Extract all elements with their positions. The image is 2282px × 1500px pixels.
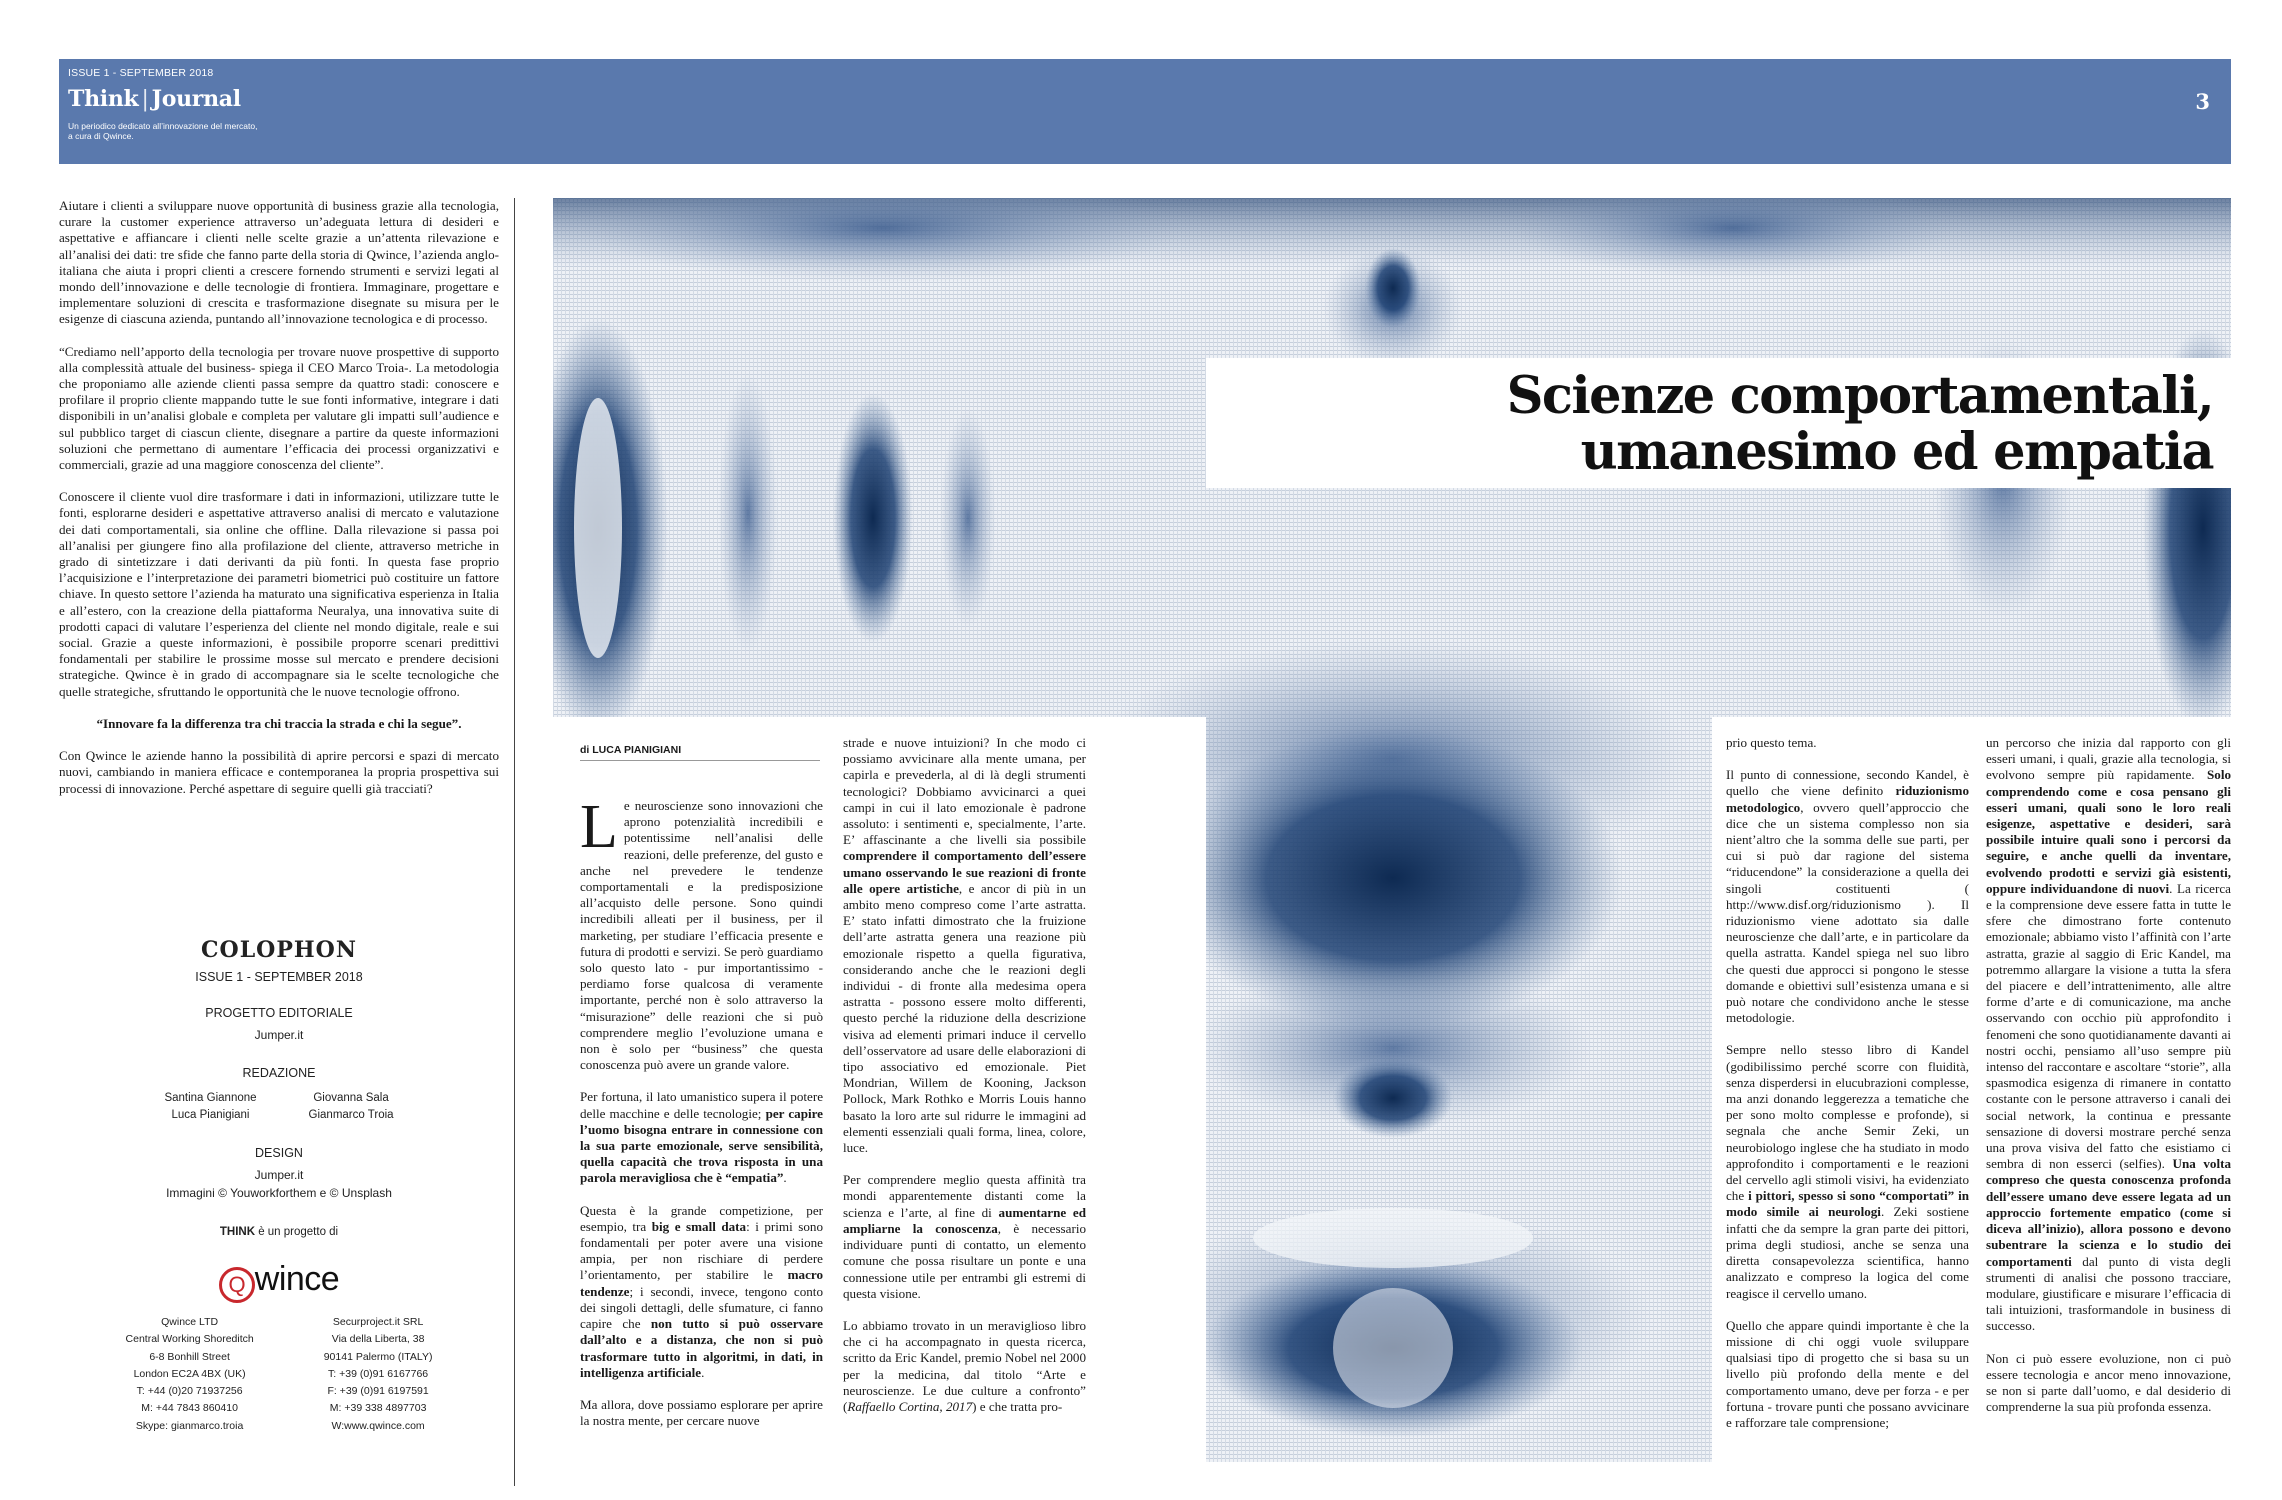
paragraph-text: , è necessario individuare punti di contatto, un elemento comune che possa risultare un ponte e una connessione utile per entrambi gli estremi di questa visione.	[843, 1220, 1086, 1301]
paragraph-text: Il punto di connessione, secondo Kandel, è quello che viene definito	[1726, 767, 1969, 799]
emphasis-text: aumentarne ed ampliarne la conoscenza	[843, 1204, 1086, 1236]
article-paragraph: Ma allora, dove possiamo esplorare per aprire la nostra mente, per cercare nuove	[580, 1396, 823, 1429]
article-paragraph	[843, 1172, 1086, 1302]
paragraph-text: . Zeki sostiene infatti che da sempre la gran parte dei pittori, prima degli studiosi, anche se senza una diretta consapevolezza scientifica, hanno analizzato e compreso la logica del come reagisce il cervello umano.	[1726, 1204, 1969, 1301]
address-line: T: +39 (0)91 6167766	[328, 1367, 429, 1380]
byline: di LUCA PIANIGIANI	[580, 744, 682, 756]
editor-name: Santina Giannone	[164, 1092, 257, 1104]
redazione-label: REDAZIONE	[242, 1066, 316, 1080]
address-line: London EC2A 4BX (UK)	[133, 1367, 246, 1380]
issue-label: ISSUE 1 - SEPTEMBER 2018	[68, 67, 214, 79]
emphasis-text: i pittori, spesso si sono “comportati” in modo simile ai neurologi	[1726, 1188, 1969, 1220]
intro-paragraph-3: Conoscere il cliente vuol dire trasformare i dati in informazioni, utilizzare tutte le fonti, esplorarne desideri e aspettative attraverso analisi di mercato e valutazione dei dati comportamentali, sia online che offline. Dalla rilevazione si passa poi all’analisi per giungere fino alla profilazione del cliente, attraverso metriche in grado di sintetizzare i dati derivanti da più fonti. In questa fase proprio l’acquisizione e l’interpretazione dei parametri biometrici può costituire un fattore chiave. In questo settore l’azienda ha maturato una significativa esperienza in Italia e all’estero, con la creazione della piattaforma Neuralya, una innovativa suite di prodotti capaci di valutare l’esperienza del cliente nel mondo digitale, reale e sui social. Grazie a queste informazioni, è possibile proporre scenari predittivi fondamentali per stabilire le prossime mosse sul mercato e prendere decisioni strategiche. Qwince è in grado di accompagnare sia le scelte tecnologiche che quelle strategiche, sfruttando le opportunità che le nuove tecnologie offrono.	[59, 489, 499, 699]
journal-brand	[68, 86, 241, 112]
brand-separator: |	[141, 87, 149, 112]
byline-rule	[580, 760, 820, 761]
column-divider	[514, 198, 515, 1486]
brand-journal: Journal	[151, 86, 241, 112]
paragraph-text: . La ricerca e la comprensione deve essere fatta in tutte le sfere che dimostrano forte contenuto emozionale; abbiamo visto l’affinità con l’arte astratta, grazie al saggio di Eric Kandel, ma potremmo allargare la visione a tutta la sfera del piacere e dell’intrattenimento, alle altre forme d’arte e di comunicazione, ma anche osservando con occhio più approfondito i fenomeni che sono quotidianamente davanti ai nostri occhi, pensiamo all’uso sempre più intenso del raccontare e ascoltare “storie”, alla spasmodica esigenza di rimanere in contatto costante con le persone attraverso i canali dei social network, la continua e pressante sensazione di doversi mostrare perché senza una prova visiva del fatto che esistiamo ci sembra di non esserci (selfies).	[1986, 880, 2231, 1172]
address-line: Skype: gianmarco.troia	[135, 1419, 244, 1432]
article-paragraph	[843, 735, 1086, 1156]
intro-paragraph-2: “Crediamo nell’apporto della tecnologia per trovare nuove prospettive di supporto alla complessità attuale del business- spiega il CEO Marco Troia-. La metodologia che proponiamo alle aziende clienti passa sempre da quattro stadi: conoscere e profilare il proprio cliente mappando tutte le sue fonti informative, integrare i dati disponibili in un’analisi globale e completa per valutare gli impatti sull’audience e sul pubblico target di ciascun cliente, disegnare a partire da queste informazioni soluzioni che permettano di aumentare l’efficacia dei processi organizzativi e commerciali, grazie ad una maggiore conoscenza del cliente”.	[59, 343, 499, 473]
address-line: T: +44 (0)20 71937256	[136, 1385, 243, 1398]
page-number: 3	[2195, 89, 2210, 114]
address-line: Qwince LTD	[161, 1316, 219, 1328]
paragraph-text: Sempre nello stesso libro di Kandel (godibilissimo perché scorre con fluidità, senza disperdersi in elucubrazioni complesse, ma anzi donando leggerezza a tematiche che per sono molto complesse e profonde), si segnala che anche Semir Zeki, un neurobiologo inglese che ha studiato in modo approfondito i comportamenti e le reazioni del cervello agli stimoli visivi, ha evidenziato che	[1726, 1042, 1969, 1204]
address-line: Securproject.it SRL	[332, 1316, 424, 1328]
drop-cap: L	[580, 793, 618, 861]
design-value: Jumper.it	[254, 1168, 304, 1182]
article-column-2	[843, 735, 1086, 1415]
editor-name: Gianmarco Troia	[308, 1109, 394, 1121]
artwork-bottom-margin	[1206, 1462, 1712, 1500]
redazione-names	[59, 1090, 499, 1124]
address-uk	[126, 1314, 254, 1435]
editor-name: Giovanna Sala	[313, 1092, 389, 1104]
intro-paragraph-4: Con Qwince le aziende hanno la possibilità di aprire percorsi e spazi di mercato nuovi, cambiando in maniera efficace e contemporanea la propria prospettiva sui processi di innovazione. Perché aspettare di seguire quelli già tracciati?	[59, 748, 499, 796]
article-paragraph	[1726, 1042, 1969, 1301]
article-title-line-1: Scienze comportamentali,	[1506, 366, 2213, 426]
paragraph-text: Per fortuna, il lato umanistico supera il potere delle macchine e delle tecnologie;	[580, 1089, 823, 1121]
article-title-line-2: umanesimo ed empatia	[1580, 422, 2213, 482]
paragraph-text: Per comprendere meglio questa affinità tra mondi apparentemente distanti come la scienza e l’arte, al fine di	[843, 1172, 1086, 1220]
address-line: Central Working Shoreditch	[125, 1333, 254, 1346]
article-paragraph	[580, 793, 823, 1073]
emphasis-text: comprendere il comportamento dell’essere umano osservando le sue reazioni di fronte alle opere artistiche	[843, 848, 1086, 896]
think-project-line	[59, 1226, 499, 1238]
intro-column	[59, 198, 499, 797]
address-line: F: +39 (0)91 6197591	[327, 1385, 429, 1398]
colophon-issue: ISSUE 1 - SEPTEMBER 2018	[195, 970, 363, 984]
emphasis-text: Solo comprendendo come e cosa pensano gli esseri umani, quali sono le loro reali esigenze, aspettative e desideri, sarà possibile intuire quali sono i percorsi da seguire, e anche quelli da inventare, evolvendo prodotti e servizi già esistenti, oppure individuandone di nuovi	[1986, 767, 2231, 896]
emphasis-text: riduzionismo metodologico	[1726, 783, 1969, 815]
paragraph-text: dal punto di vista degli strumenti di analisi che possono tracciare, modulare, giustificare e misurare l’efficacia di tali intuizioni, trasformandole in business di successo.	[1986, 1253, 2231, 1334]
think-label: THINK	[219, 1226, 255, 1238]
emphasis-text: Una volta compreso che questa conoscenza profonda dell’essere umano deve essere legata ad un approccio fortemente empatico (come si diceva all’inizio), allora possono e devono subentrare la scienza e lo studio dei comportamenti	[1986, 1156, 2231, 1269]
paragraph-text: e neuroscienze sono innovazioni che aprono potenzialità incredibili e potentissime nell’analisi delle reazioni, delle preferenze, del gusto e anche nel prevedere le tendenze comportamentali e la predisposizione all’acquisto delle persone. Sono quindi incredibili alleati per il business, per il marketing, per studiare l’efficacia presente e futura di prodotti e servizi. Se però guardiamo solo questo lato - pur importantissimo - perdiamo forse qualcosa di veramente importante, perché non è solo attraverso la “misurazione” delle reazioni che si può comprendere meglio l’evoluzione umana e non è solo per “business” che questa conoscenza può avere un grande valore.	[580, 798, 823, 1073]
pull-quote: “Innovare fa la differenza tra chi traccia la strada e chi la segue”.	[96, 715, 462, 731]
address-line: 90141 Palermo (ITALY)	[323, 1350, 433, 1363]
article-column-4	[1986, 735, 2231, 1415]
article-paragraph: Quello che appare quindi importante è che la missione di chi oggi vuole sviluppare qualsiasi tipo di progetto che si basa su un livello più profondo della mente e del comportamento umano, deve per forza - e per fortuna - trovare punti che possano avvicinare e rafforzare tale comprensione;	[1726, 1317, 1969, 1430]
qwince-logo-q: Q	[219, 1267, 255, 1303]
emphasis-text: non tutto si può osservare dall’alto e a distanza, che non si può trasformare tutto in algoritmi, in dati, in intelligenza artificiale	[580, 1316, 823, 1380]
paragraph-text: .	[701, 1364, 705, 1380]
progetto-value: Jumper.it	[254, 1028, 304, 1042]
paragraph-text: ; i secondi, invece, tengono conto dei singoli dettagli, delle sfumature, ci fanno capire che	[580, 1283, 823, 1332]
emphasis-text: big e small data	[651, 1218, 747, 1234]
qwince-logo	[59, 1260, 499, 1304]
intro-paragraph-1: Aiutare i clienti a sviluppare nuove opportunità di business grazie alla tecnologia, curare la customer experience attraverso un’adeguata lettura di desideri e aspettative e affiancare i clienti nelle scelte grazie a un’attenta rilevazione e all’analisi dei dati: tre sfide che fanno parte della storia di Qwince, l’azienda anglo-italiana che aiuta i propri clienti a crescere fornendo strumenti e servizi legati al mondo dell’innovazione e delle tecnologie di frontiera. Immaginare, progettare e implementare soluzioni di crescita e trasformazione disegnate su misura per le esigenze di ciascuna azienda, puntando all’innovazione tecnologica e di processo.	[59, 198, 499, 327]
article-paragraph: prio questo tema.	[1726, 735, 1817, 750]
progetto-label: PROGETTO EDITORIALE	[205, 1006, 353, 1020]
header-band	[59, 59, 2231, 164]
paragraph-text: strade e nuove intuizioni? In che modo ci possiamo avvicinare alla mente umana, per capirla e prevederla, al di là degli strumenti tecnologici? Dobbiamo avvicinarci a quei campi in cui il lato emozionale è padrone assoluto: i sentimenti e, specialmente, l’arte. E’ affascinante a che livelli sia possibile	[843, 735, 1086, 848]
address-line: M: +39 338 4897703	[329, 1402, 427, 1415]
article-paragraph	[843, 1318, 1086, 1415]
article-title	[1507, 368, 2213, 480]
brand-think: Think	[68, 86, 139, 112]
emphasis-text: per capire l’uomo bisogna entrare in connessione con la sua parte emozionale, serve sensibilità, quella capacità che trova risposta in una parola meravigliosa che è “empatia”	[580, 1105, 823, 1186]
qwince-logo-text: wince	[254, 1260, 340, 1298]
paragraph-text: Questa è la grande competizione, per esempio, tra	[580, 1202, 823, 1234]
emphasis-text: macro tendenze	[580, 1267, 823, 1299]
italic-text: Raffaello Cortina, 2017	[847, 1398, 973, 1414]
images-credit: Immagini © Youworkforthem e © Unsplash	[166, 1186, 392, 1200]
article-paragraph: Non ci può essere evoluzione, non ci può essere tecnologia e ancor meno innovazione, se non si parte dall’uomo, e dal desiderio di comprenderne la sua più profonda essenza.	[1986, 1350, 2231, 1415]
paragraph-text: , ovvero quell’approccio che dice che un sistema complesso non sia nient’altro che la somma delle sue parti, per cui si può dar ragione del sistema “riducendone” la considerazione a quella dei singoli costituenti ( http://www.disf.org/riduzionismo ). Il riduzionismo viene adottato sia dalle neuroscienze che dall’arte, e in particolare da quella astratta. Kandel spiega nel suo libro che questi due approcci si pongono le stesse domande e obiettivi sull’esistenza umana e si può notare che condividono anche le stesse metodologie.	[1726, 799, 1969, 1026]
article-paragraph	[580, 1089, 823, 1186]
address-italy	[324, 1314, 433, 1435]
article-title-box	[1206, 358, 2231, 488]
address-line: M: +44 7843 860410	[141, 1402, 238, 1415]
paragraph-text: .	[783, 1170, 787, 1186]
article-paragraph	[1726, 767, 1969, 1026]
article-paragraph	[580, 1203, 823, 1381]
journal-tagline: Un periodico dedicato all’innovazione del mercato, a cura di Qwince.	[68, 121, 258, 141]
paragraph-text: un percorso che inizia dal rapporto con gli esseri umani, i quali, grazie alla tecnologia, si evolvono sempre più rapidamente.	[1986, 735, 2231, 783]
editor-name: Luca Pianigiani	[171, 1109, 250, 1121]
address-line: W:www.qwince.com	[331, 1419, 425, 1432]
address-line: 6-8 Bonhill Street	[149, 1350, 230, 1363]
article-column-3	[1726, 735, 1969, 1431]
address-line: Via della Liberta, 38	[331, 1333, 425, 1346]
paragraph-text: Lo abbiamo trovato in un meraviglioso libro che ci ha accompagnato in questa ricerca, scritto da Eric Kandel, premio Nobel nel 2000 per la medicina, dal titolo “Arte e neuroscienze. Le due culture a confronto” (	[843, 1317, 1086, 1414]
paragraph-text: : i primi sono fondamentali per poter avere una visione ampia, per non rischiare di perdere l’orientamento, per stabilire le	[580, 1218, 823, 1283]
design-label: DESIGN	[255, 1146, 303, 1160]
colophon-title: COLOPHON	[201, 937, 357, 963]
paragraph-text: ) e che tratta pro-	[972, 1398, 1063, 1414]
article-paragraph	[1986, 735, 2231, 1335]
article-column-1	[580, 793, 823, 1429]
think-suffix: è un progetto di	[255, 1226, 339, 1238]
addresses	[59, 1314, 499, 1435]
paragraph-text: , e ancor di più in un ambito meno compreso come l’arte astratta. E’ stato infatti dimostrato che la fruizione dell’arte astratta genera una reazione più emozionale rispetto a quella figurativa, considerando anche che le reazioni degli individui - di fronte alla medesima opera astratta - possono essere molto differenti, questo perché la riduzione della descrizione visiva ad elementi primari induce il cervello dell’osservatore ad usare delle elaborazioni di tipo associativo ed emozionale. Piet Mondrian, Willem de Kooning, Jackson Pollock, Mark Rothko e Morris Louis hanno basato la loro arte sul ridurre le immagini ad elementi essenziali quali forma, linea, colore, luce.	[843, 880, 1086, 1156]
colophon	[59, 937, 499, 1435]
